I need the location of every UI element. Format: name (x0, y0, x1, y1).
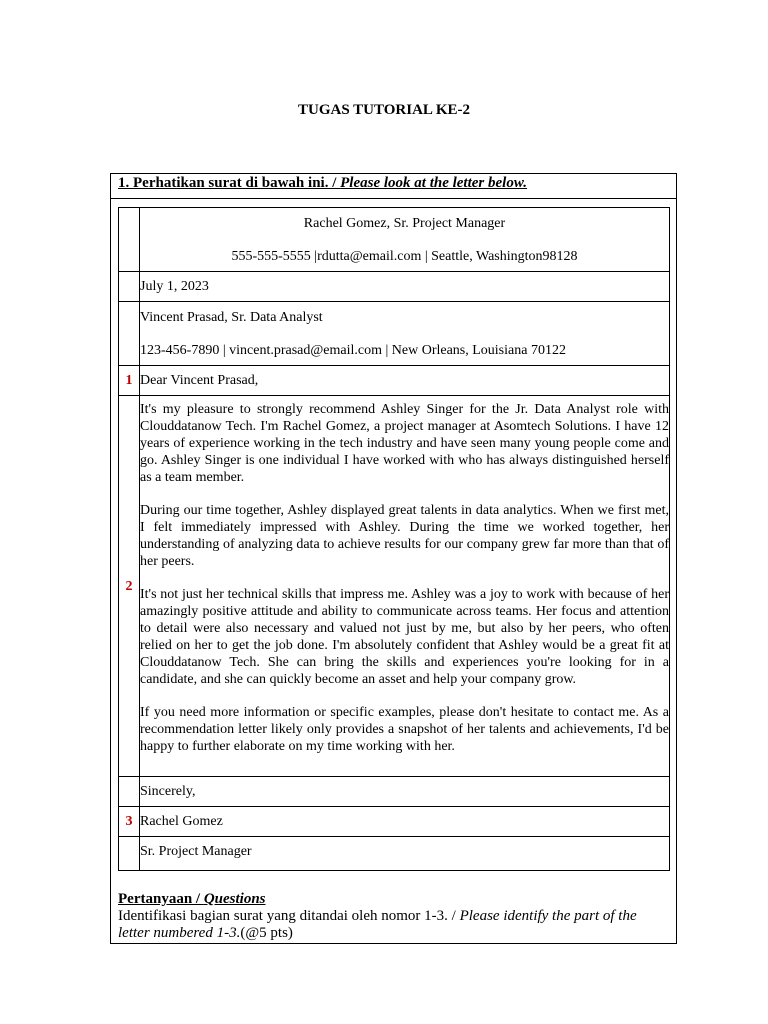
table-row (119, 807, 670, 837)
date-cell (140, 272, 670, 302)
questions-heading-en: Questions (203, 891, 266, 907)
table-row (119, 208, 670, 272)
table-row (119, 777, 670, 807)
body-cell (140, 396, 670, 777)
section-heading-en: Please look at the letter below. (340, 175, 528, 191)
signature-title-cell (140, 837, 670, 871)
signature-title: Sr. Project Manager (140, 844, 252, 859)
table-row (119, 837, 670, 871)
table-row (119, 302, 670, 366)
recipient-name: Vincent Prasad, Sr. Data Analyst (140, 310, 323, 325)
sender-contact: 555-555-5555 |rdutta@email.com | Seattle, Washington98128 (231, 249, 578, 264)
letter-table (118, 207, 670, 871)
letter-date: July 1, 2023 (140, 279, 209, 294)
marker-3: 3 (119, 807, 140, 837)
marker-1: 1 (119, 366, 140, 396)
salutation-cell (140, 366, 670, 396)
questions-heading-id: Pertanyaan / (118, 891, 204, 907)
signature-name: Rachel Gomez (140, 814, 223, 829)
salutation: Dear Vincent Prasad, (140, 373, 259, 388)
table-row (119, 366, 670, 396)
questions-heading (118, 891, 668, 908)
closing: Sincerely, (140, 784, 196, 799)
table-row (119, 272, 670, 302)
marker-cell (119, 208, 140, 272)
body-paragraph: If you need more information or specific examples, please don't hesitate to contact me. As a recommendation letter likely only provides a snapshot of her talents and achievements, I'd be happy to further elaborate on my time working with her. (140, 705, 669, 754)
marker-cell (119, 777, 140, 807)
heading-divider (111, 198, 676, 199)
body-paragraph: It's my pleasure to strongly recommend Ashley Singer for the Jr. Data Analyst role with Clouddatanow Tech. I'm Rachel Gomez, a project manager at Asomtech Solutions. I have 12 years of experience working in the tech industry and have seen many young people come and go. Ashley Singer is one individual I have worked with who has always distinguished herself as a team member. (140, 402, 669, 485)
section-heading-id: 1. Perhatikan surat di bawah ini. / (118, 175, 341, 191)
marker-cell (119, 302, 140, 366)
marker-cell (119, 272, 140, 302)
letterhead-cell (140, 208, 670, 272)
closing-cell (140, 777, 670, 807)
table-row (119, 396, 670, 777)
marker-cell (119, 837, 140, 871)
body-paragraph: It's not just her technical skills that impress me. Ashley was a joy to work with because of her amazingly positive attitude and ability to communicate across teams. Her focus and attention to detail were also necessary and valued not just by me, but also by her peers, who often relied on her to get the job done. I'm absolutely confident that Ashley would be a great fit at Clouddatanow Tech. She can bring the skills and experiences you're looking for in a candidate, and she can quickly become an asset and help your company grow. (140, 587, 669, 687)
questions-section (118, 891, 668, 942)
task-box (110, 173, 677, 944)
recipient-contact: 123-456-7890 | vincent.prasad@email.com | New Orleans, Louisiana 70122 (140, 343, 566, 358)
recipient-cell (140, 302, 670, 366)
signature-name-cell (140, 807, 670, 837)
section-heading (118, 175, 527, 192)
body-paragraph: During our time together, Ashley displayed great talents in data analytics. When we first met, I felt immediately impressed with Ashley. During the time we worked together, her understanding of analyzing data to achieve results for our company grew far more than that of her peers. (140, 503, 669, 569)
question-text-id: Identifikasi bagian surat yang ditandai oleh nomor 1-3. / (118, 908, 460, 924)
sender-name: Rachel Gomez, Sr. Project Manager (303, 216, 506, 231)
question-points: (@5 pts) (240, 925, 293, 941)
document-title: TUGAS TUTORIAL KE-2 (298, 102, 470, 118)
marker-2: 2 (119, 396, 140, 777)
question-text (118, 908, 668, 942)
question-text-en: Please identify the part of the letter numbered 1-3. (118, 908, 637, 941)
